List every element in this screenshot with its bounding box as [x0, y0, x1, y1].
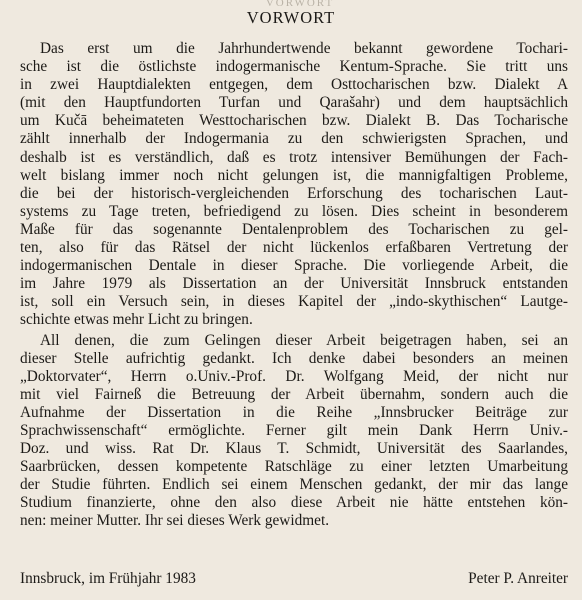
- text-line: Maße für das sogenannte Dentalenproblem des Tocharischen zu gel-: [20, 220, 568, 238]
- paragraph-1: [20, 40, 568, 330]
- author-name: Peter P. Anreiter: [468, 570, 568, 587]
- text-line: indogermanischen Dentale in dieser Sprache. Die vorliegende Arbeit, die: [20, 257, 568, 275]
- bleed-through-heading: VORWORT: [265, 0, 335, 6]
- foreword-body: [20, 40, 568, 531]
- text-line: der Studie führten. Endlich sei einem Menschen gedankt, der mir das lange: [20, 476, 568, 494]
- text-line: Saarbrücken, dessen kompetente Ratschläge zu einer letzten Umarbeitung: [20, 458, 568, 476]
- text-line: mit viel Fairneß die Betreuung der Arbeit übernahm, sondern auch die: [20, 385, 568, 403]
- text-line: systems zu Tage treten, befriedigend zu lösen. Dies scheint in besonderem: [20, 202, 568, 220]
- text-line: nen: meiner Mutter. Ihr sei dieses Werk gewidmet.: [20, 512, 330, 530]
- page-title: VORWORT: [246, 8, 336, 27]
- text-line: welt bislang immer noch nicht gelungen ist, die mannigfaltigen Probleme,: [20, 166, 568, 184]
- text-line: Studium finanzierte, ohne den also diese Arbeit nie hätte entstehen kön-: [20, 494, 568, 512]
- text-line: ist, soll ein Versuch sein, in dieses Kapitel der „indo-skythischen“ Lautge-: [20, 293, 568, 311]
- place-and-date: Innsbruck, im Frühjahr 1983: [20, 570, 196, 587]
- text-line: Doz. und wiss. Rat Dr. Klaus T. Schmidt, Universität des Saarlandes,: [20, 440, 568, 458]
- text-line: Aufnahme der Dissertation in die Reihe „Innsbrucker Beiträge zur: [20, 403, 568, 421]
- text-line: um Kučā beheimateten Westtocharischen bzw. Dialekt B. Das Tocharische: [20, 112, 568, 130]
- text-line: „Doktorvater“, Herrn o.Univ.-Prof. Dr. Wolfgang Meid, der nicht nur: [20, 367, 568, 385]
- text-line: dieser Stelle aufrichtig gedankt. Ich denke dabei besonders an meinen: [20, 349, 568, 367]
- text-line: All denen, die zum Gelingen dieser Arbeit beigetragen haben, sei an: [40, 331, 568, 349]
- text-line: im Jahre 1979 als Dissertation an der Universität Innsbruck entstanden: [20, 275, 568, 293]
- text-line: die bei der historisch-vergleichenden Erforschung des tocharischen Laut-: [20, 184, 568, 202]
- text-line: (mit den Hauptfundorten Turfan und Qarašahr) und dem hauptsächlich: [20, 94, 568, 112]
- text-line: Das erst um die Jahrhundertwende bekannt gewordene Tochari-: [40, 40, 568, 57]
- text-line: sche ist die östlichste indogermanische Kentum-Sprache. Sie tritt uns: [20, 58, 568, 76]
- paragraph-2: [20, 332, 568, 531]
- text-line: ten, also für das Rätsel der nicht lückenlos erfaßbaren Vertretung der: [20, 239, 568, 257]
- text-line: in zwei Hauptdialekten entgegen, dem Osttocharischen bzw. Dialekt A: [20, 76, 568, 94]
- text-line: zählt innerhalb der Indogermania zu den schwierigsten Sprachen, und: [20, 130, 568, 148]
- text-line: schichte etwas mehr Licht zu bringen.: [20, 311, 253, 329]
- text-line: Sprachwissenschaft“ ermöglichte. Ferner gilt mein Dank Herrn Univ.-: [20, 421, 568, 439]
- text-line: deshalb ist es verständlich, daß es trotz intensiver Bemühungen der Fach-: [20, 148, 568, 166]
